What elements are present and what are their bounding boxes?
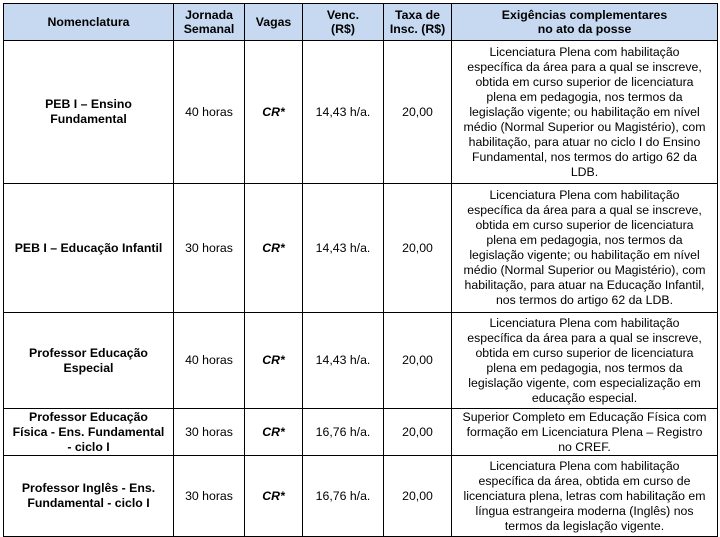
cell-taxa: 20,00 [384,456,452,537]
cell-jornada: 40 horas [174,313,245,409]
cell-jornada: 40 horas [174,41,245,184]
cell-exigencias: Superior Completo em Educação Física com formação em Licenciatura Plena – Registro no CREF. [452,409,718,456]
cell-taxa: 20,00 [384,409,452,456]
header-vagas: Vagas [245,4,303,41]
cell-vagas: CR* [245,184,303,313]
cell-exigencias: Licenciatura Plena com habilitação específica da área para a qual se inscreve, obtida em curso superior de licenciatura plena em pedagogia, nos termos da legislação vigente; ou habilitação em nível médio (Normal Superior ou Magistério), com habilitação, para atuar no ciclo I do Ensino Fundamental, nos termos do artigo 62 da LDB. [452,41,718,184]
table-row [4,313,718,409]
header-taxa: Taxa de Insc. (R$) [384,4,452,41]
table-row [4,41,718,184]
cell-nomenclatura: Professor Inglês - Ens. Fundamental - ciclo I [4,456,174,537]
table-body [4,41,718,537]
header-nomenclatura: Nomenclatura [4,4,174,41]
header-row [4,4,718,41]
cell-exigencias: Licenciatura Plena com habilitação específica da área para a qual se inscreve, obtida em curso superior de licenciatura plena em pedagogia, nos termos da legislação vigente; ou habilitação em nível médio (Normal Superior ou Magistério), com habilitação, para atuar na Educação Infantil, nos termos do artigo 62 da LDB. [452,184,718,313]
table-row [4,409,718,456]
header-vencimento: Venc. (R$) [303,4,384,41]
table-row [4,456,718,537]
cell-jornada: 30 horas [174,409,245,456]
cell-nomenclatura: Professor Educação Especial [4,313,174,409]
cell-vagas: CR* [245,41,303,184]
cell-vencimento: 16,76 h/a. [303,456,384,537]
cell-vencimento: 14,43 h/a. [303,184,384,313]
cell-vencimento: 16,76 h/a. [303,409,384,456]
cell-exigencias: Licenciatura Plena com habilitação específica da área, obtida em curso de licenciatura plena, letras com habilitação em língua estrangeira moderna (Inglês) nos termos da legislação vigente. [452,456,718,537]
cell-nomenclatura: PEB I – Ensino Fundamental [4,41,174,184]
cell-taxa: 20,00 [384,313,452,409]
cell-jornada: 30 horas [174,184,245,313]
cell-vagas: CR* [245,313,303,409]
cell-vagas: CR* [245,456,303,537]
cell-vencimento: 14,43 h/a. [303,41,384,184]
table-row [4,184,718,313]
header-exigencias: Exigências complementares no ato da posse [452,4,718,41]
cell-exigencias: Licenciatura Plena com habilitação específica da área para a qual se inscreve, obtida em curso superior de licenciatura plena em pedagogia, nos termos da legislação vigente, com especialização em educação especial. [452,313,718,409]
cell-taxa: 20,00 [384,41,452,184]
cell-vencimento: 14,43 h/a. [303,313,384,409]
cell-vagas: CR* [245,409,303,456]
positions-table [3,3,718,537]
cell-taxa: 20,00 [384,184,452,313]
cell-nomenclatura: PEB I – Educação Infantil [4,184,174,313]
cell-nomenclatura: Professor Educação Física - Ens. Fundamental - ciclo I [4,409,174,456]
header-jornada: Jornada Semanal [174,4,245,41]
cell-jornada: 30 horas [174,456,245,537]
